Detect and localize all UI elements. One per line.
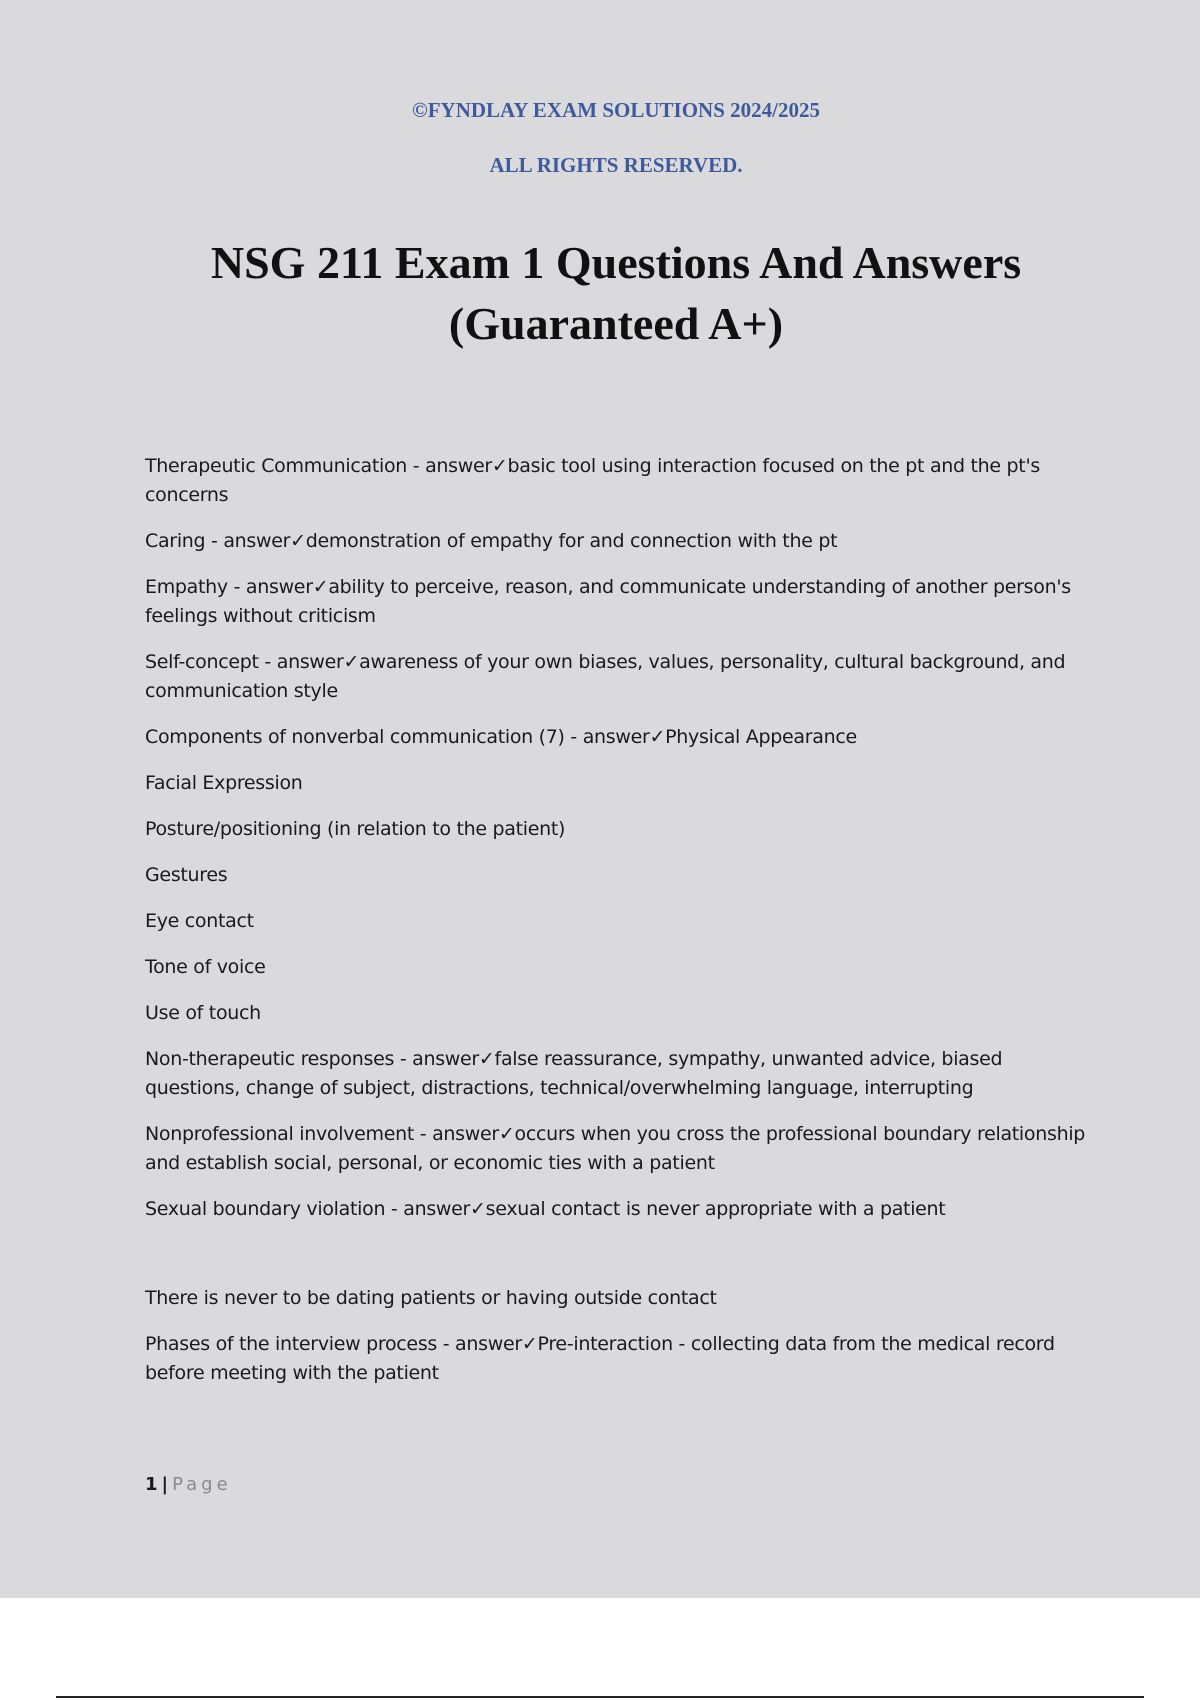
qa-item-interview-phases: Phases of the interview process - answer✓Pre-interaction - collecting data from the medical record before meeting with the patient bbox=[145, 1333, 1055, 1384]
bottom-divider bbox=[56, 1696, 1144, 1698]
list-item-eye-contact: Eye contact bbox=[145, 910, 254, 932]
note-no-dating-patients: There is never to be dating patients or having outside contact bbox=[145, 1287, 717, 1309]
page-number: 1 bbox=[145, 1474, 158, 1495]
qa-item-sexual-boundary-violation: Sexual boundary violation - answer✓sexual contact is never appropriate with a patient bbox=[145, 1198, 946, 1220]
qa-item-empathy: Empathy - answer✓ability to perceive, reason, and communicate understanding of another person's feelings without criticism bbox=[145, 576, 1071, 627]
qa-item-therapeutic-communication: Therapeutic Communication - answer✓basic tool using interaction focused on the pt and the pt's concerns bbox=[145, 455, 1040, 506]
qa-list bbox=[145, 452, 1095, 1405]
title-line-2: (Guaranteed A+) bbox=[448, 298, 784, 349]
page-label: Page bbox=[172, 1474, 232, 1495]
qa-item-caring: Caring - answer✓demonstration of empathy for and connection with the pt bbox=[145, 530, 838, 552]
list-item-posture: Posture/positioning (in relation to the patient) bbox=[145, 818, 566, 840]
page-separator: | bbox=[161, 1474, 169, 1495]
copyright-header: ©FYNDLAY EXAM SOLUTIONS 2024/2025 bbox=[412, 98, 820, 122]
qa-item-nonverbal-components: Components of nonverbal communication (7) - answer✓Physical Appearance bbox=[145, 726, 857, 748]
qa-item-non-therapeutic-responses: Non-therapeutic responses - answer✓false reassurance, sympathy, unwanted advice, biased questions, change of subject, distractions, technical/overwhelming language, interrupting bbox=[145, 1048, 1003, 1099]
list-item-facial-expression: Facial Expression bbox=[145, 772, 303, 794]
qa-item-nonprofessional-involvement: Nonprofessional involvement - answer✓occurs when you cross the professional boundary relationship and establish social, personal, or economic ties with a patient bbox=[145, 1123, 1086, 1174]
document-title bbox=[0, 232, 1200, 354]
rights-reserved-header: ALL RIGHTS RESERVED. bbox=[489, 153, 743, 177]
list-item-use-of-touch: Use of touch bbox=[145, 1002, 261, 1024]
qa-item-self-concept: Self-concept - answer✓awareness of your own biases, values, personality, cultural background, and communication style bbox=[145, 651, 1066, 702]
list-item-tone-of-voice: Tone of voice bbox=[145, 956, 266, 978]
page-footer bbox=[145, 1474, 232, 1495]
title-line-1: NSG 211 Exam 1 Questions And Answers bbox=[210, 237, 1022, 288]
list-item-gestures: Gestures bbox=[145, 864, 228, 886]
